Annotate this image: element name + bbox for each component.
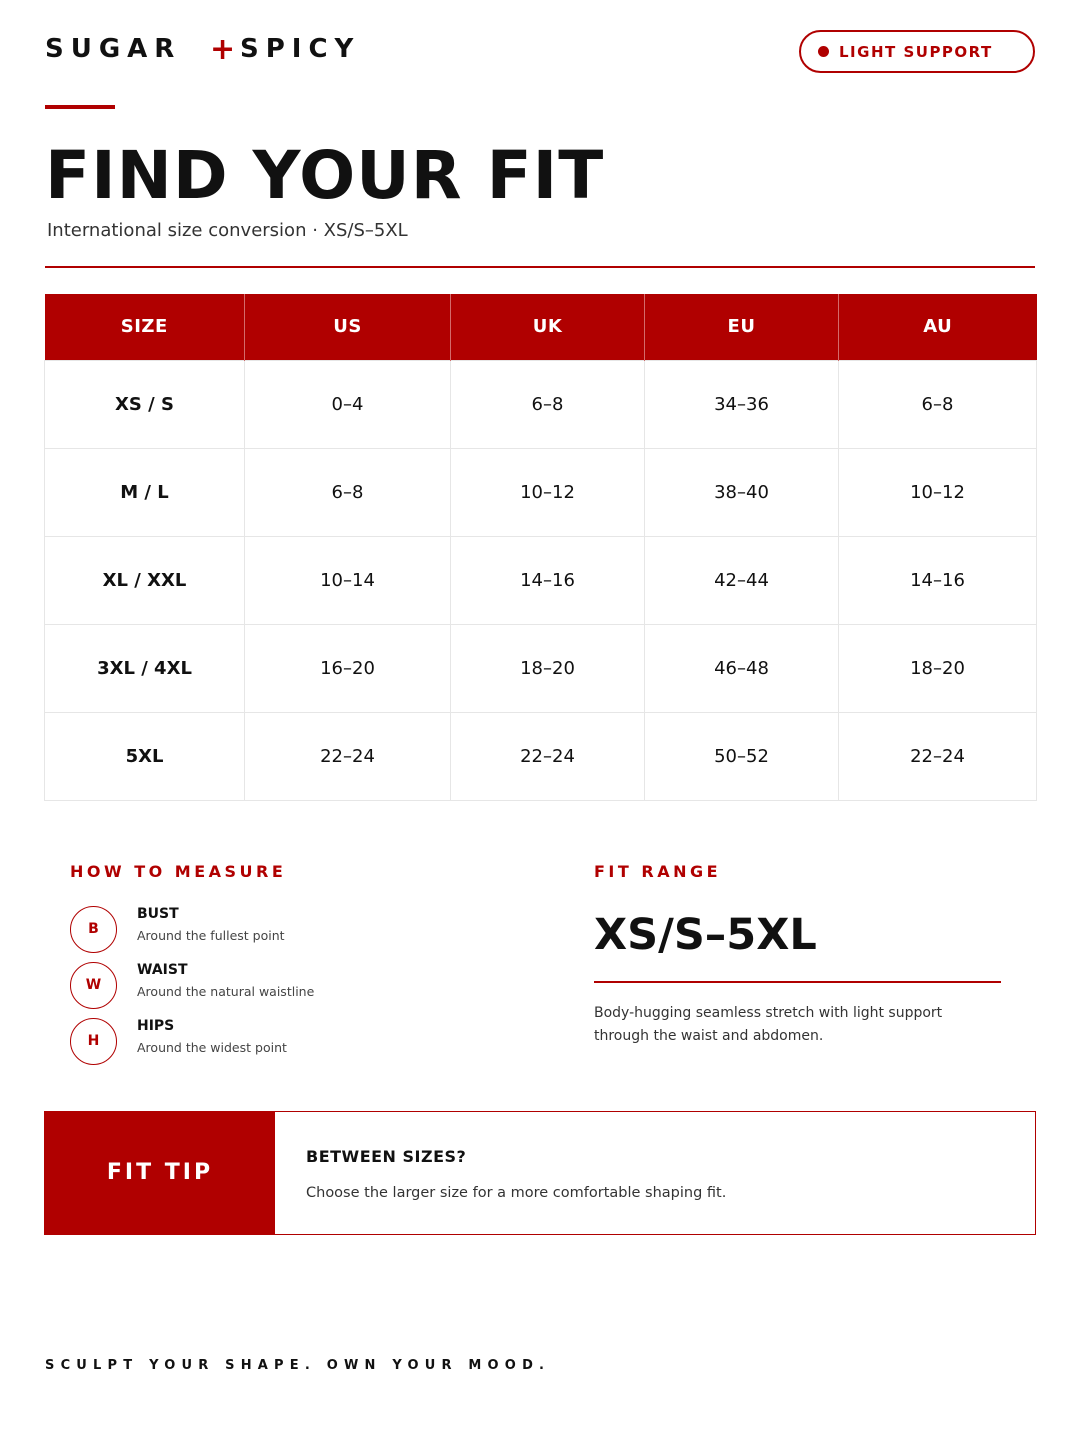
hips-letter-icon: H	[70, 1018, 117, 1065]
measure-item-waist	[70, 962, 510, 1010]
eu-cell: 34–36	[645, 360, 839, 448]
au-cell: 10–12	[839, 448, 1037, 536]
header-uk: UK	[451, 294, 645, 360]
us-cell: 22–24	[245, 712, 451, 800]
fit-tip-box	[44, 1111, 1036, 1235]
badge-label: LIGHT SUPPORT	[839, 43, 993, 61]
how-to-measure-section	[70, 862, 510, 1055]
header-au: AU	[839, 294, 1037, 360]
measure-item-bust	[70, 906, 510, 954]
footer-tagline: SCULPT YOUR SHAPE. OWN YOUR MOOD.	[45, 1358, 551, 1373]
badge-dot-icon	[818, 46, 829, 57]
header-us: US	[245, 294, 451, 360]
measure-desc: Around the widest point	[137, 1040, 287, 1055]
au-cell: 22–24	[839, 712, 1037, 800]
fit-range-divider	[594, 981, 1001, 983]
table-row	[45, 712, 1037, 800]
fit-range-section	[594, 862, 1004, 1044]
accent-bar	[45, 105, 115, 109]
fit-tip-title: BETWEEN SIZES?	[306, 1147, 467, 1166]
table-row	[45, 448, 1037, 536]
size-conversion-table	[44, 294, 1037, 801]
measure-name: HIPS	[137, 1018, 175, 1034]
page-subtitle: International size conversion · XS/S–5XL	[47, 220, 408, 241]
uk-cell: 6–8	[451, 360, 645, 448]
eu-cell: 46–48	[645, 624, 839, 712]
au-cell: 18–20	[839, 624, 1037, 712]
us-cell: 0–4	[245, 360, 451, 448]
brand-plus-icon: +	[210, 32, 236, 67]
measure-desc: Around the fullest point	[137, 928, 285, 943]
measure-item-hips	[70, 1018, 510, 1066]
eu-cell: 42–44	[645, 536, 839, 624]
eu-cell: 50–52	[645, 712, 839, 800]
fit-range-description: Body-hugging seamless stretch with light support through the waist and abdomen.	[594, 1005, 943, 1044]
uk-cell: 18–20	[451, 624, 645, 712]
fit-range-heading: FIT RANGE	[594, 862, 722, 881]
fit-tip-label: FIT TIP	[106, 1160, 214, 1185]
uk-cell: 22–24	[451, 712, 645, 800]
table-row	[45, 624, 1037, 712]
measure-desc: Around the natural waistline	[137, 984, 315, 999]
size-cell: XS / S	[45, 360, 245, 448]
fit-tip-label-panel	[45, 1112, 275, 1234]
au-cell: 6–8	[839, 360, 1037, 448]
fit-tip-text: Choose the larger size for a more comfortable shaping fit.	[306, 1185, 727, 1201]
us-cell: 16–20	[245, 624, 451, 712]
uk-cell: 14–16	[451, 536, 645, 624]
table-row	[45, 536, 1037, 624]
au-cell: 14–16	[839, 536, 1037, 624]
how-to-measure-heading: HOW TO MEASURE	[70, 862, 287, 881]
waist-letter-icon: W	[70, 962, 117, 1009]
support-level-badge	[799, 30, 1035, 73]
measure-name: BUST	[137, 906, 179, 922]
table-row	[45, 360, 1037, 448]
title-divider	[45, 266, 1035, 268]
measure-name: WAIST	[137, 962, 188, 978]
page-title: FIND YOUR FIT	[45, 137, 605, 214]
table-header-row	[45, 294, 1037, 360]
header-size: SIZE	[45, 294, 245, 360]
brand-name-part2: SPICY	[240, 34, 361, 64]
brand-name-part1: SUGAR	[45, 34, 182, 64]
header-eu: EU	[645, 294, 839, 360]
size-cell: 3XL / 4XL	[45, 624, 245, 712]
bust-letter-icon: B	[70, 906, 117, 953]
size-cell: XL / XXL	[45, 536, 245, 624]
eu-cell: 38–40	[645, 448, 839, 536]
uk-cell: 10–12	[451, 448, 645, 536]
size-cell: 5XL	[45, 712, 245, 800]
fit-range-value: XS/S–5XL	[594, 910, 817, 960]
header	[45, 30, 1035, 74]
us-cell: 6–8	[245, 448, 451, 536]
size-cell: M / L	[45, 448, 245, 536]
us-cell: 10–14	[245, 536, 451, 624]
